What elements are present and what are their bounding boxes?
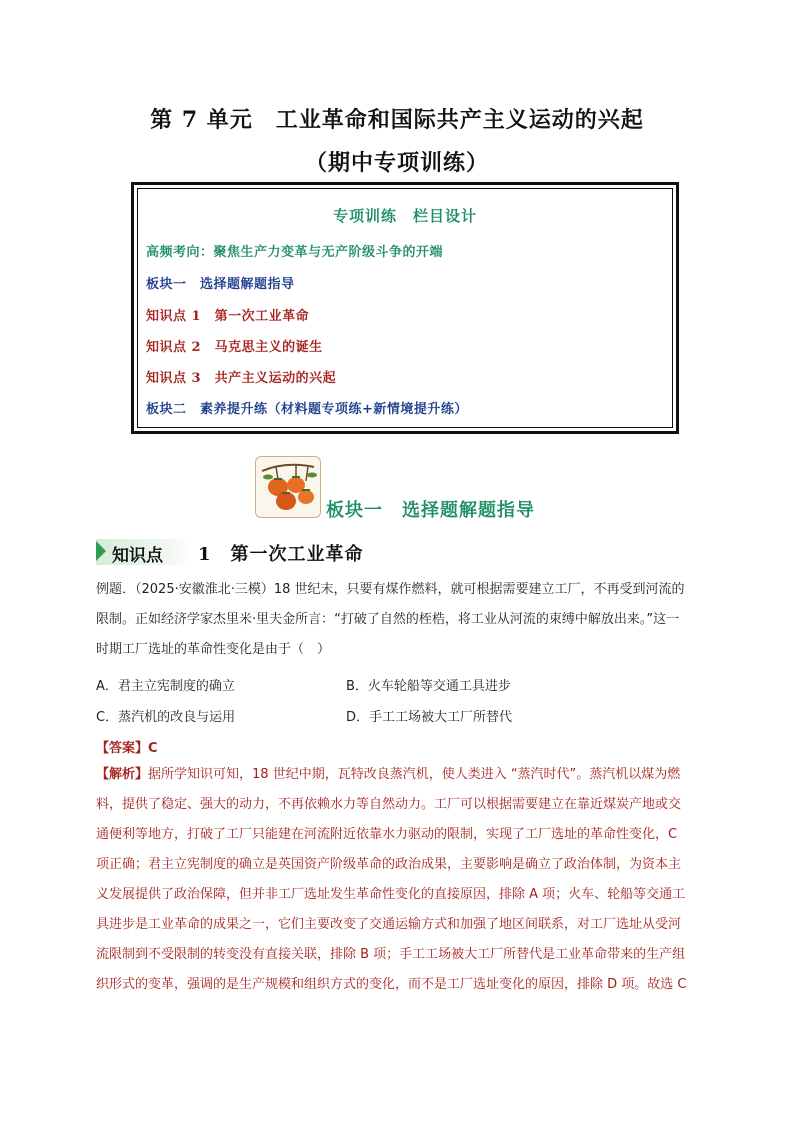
- page-subtitle: （期中专项训练）: [304, 150, 489, 176]
- outline-line-block1: 板块一 选择题解题指导: [146, 277, 295, 292]
- page-title: 第 7 单元 工业革命和国际共产主义运动的兴起: [150, 107, 644, 133]
- analysis-label: 【解析】: [96, 767, 149, 782]
- outline-box: [131, 182, 679, 434]
- leaf-icon: [96, 541, 106, 561]
- section-title: 板块一 选择题解题指导: [326, 500, 535, 521]
- analysis-line: 织形式的变革，强调的是生产规模和组织方式的变化，而不是工厂选址变化的原因，排除 D 项。故选 C: [96, 977, 687, 992]
- outline-line-kp3: 知识点 3 共产主义运动的兴起: [146, 371, 337, 386]
- stem-line: 例题．（2025·安徽淮北·三模）18 世纪末，只要有煤作燃料，就可根据需要建立工厂，不再受到河流的: [96, 582, 685, 597]
- analysis-line: 通便利等地方，打破了工厂只能建在河流附近依靠水力驱动的限制，实现了工厂选址的革命性变化，C: [96, 827, 678, 842]
- stem-line: 限制。正如经济学家杰里米·里夫金所言：“打破了自然的桎梏，将工业从河流的束缚中解放出来。”这一: [96, 612, 680, 627]
- analysis-line: 【解析】据所学知识可知，18 世纪中期，瓦特改良蒸汽机，使人类进入 “蒸汽时代”。蒸汽机以煤为燃: [96, 767, 681, 782]
- persimmon-icon: [256, 457, 320, 517]
- analysis-line: 义发展提供了政治保障，但并非工厂选址发生革命性变化的直接原因，排除 A 项；火车、轮船等交通工: [96, 887, 686, 902]
- analysis-line: 料，提供了稳定、强大的动力，不再依赖水力等自然动力。工厂可以根据需要建立在靠近煤炭产地或交: [96, 797, 682, 812]
- knowledge-point-tag: [96, 539, 192, 565]
- knowledge-point-title: 1 第一次工业革命: [198, 544, 364, 565]
- outline-heading: 专项训练 栏目设计: [332, 207, 477, 225]
- analysis-line: 流限制到不受限制的转变没有直接关联，排除 B 项；手工工场被大工厂所替代是工业革命带来的生产组: [96, 947, 686, 962]
- option-d: D．手工工场被大工厂所替代: [346, 710, 513, 725]
- answer: 【答案】C: [96, 741, 158, 756]
- knowledge-point-label: 知识点: [112, 546, 163, 566]
- outline-line-focus: 高频考向：聚焦生产力变革与无产阶级斗争的开端: [146, 245, 444, 260]
- outline-line-kp1: 知识点 1 第一次工业革命: [146, 309, 310, 324]
- analysis-line: 具进步是工业革命的成果之一，它们主要改变了交通运输方式和加强了地区间联系，对工厂选址从受河: [96, 917, 682, 932]
- stem-line: 时期工厂选址的革命性变化是由于（ ）: [96, 642, 331, 657]
- option-b: B．火车轮船等交通工具进步: [346, 679, 511, 694]
- persimmon-picture: [255, 456, 321, 518]
- question-stem: [96, 575, 718, 665]
- analysis-line: 项正确；君主立宪制度的确立是英国资产阶级革命的政治成果，主要影响是确立了政治体制，为资本主: [96, 857, 682, 872]
- option-c: C．蒸汽机的改良与运用: [96, 710, 236, 725]
- outline-line-kp2: 知识点 2 马克思主义的诞生: [146, 340, 323, 355]
- option-a: A．君主立宪制度的确立: [96, 679, 235, 694]
- outline-line-block2: 板块二 素养提升练（材料题专项练+新情境提升练）: [146, 402, 468, 417]
- analysis: [96, 760, 718, 1000]
